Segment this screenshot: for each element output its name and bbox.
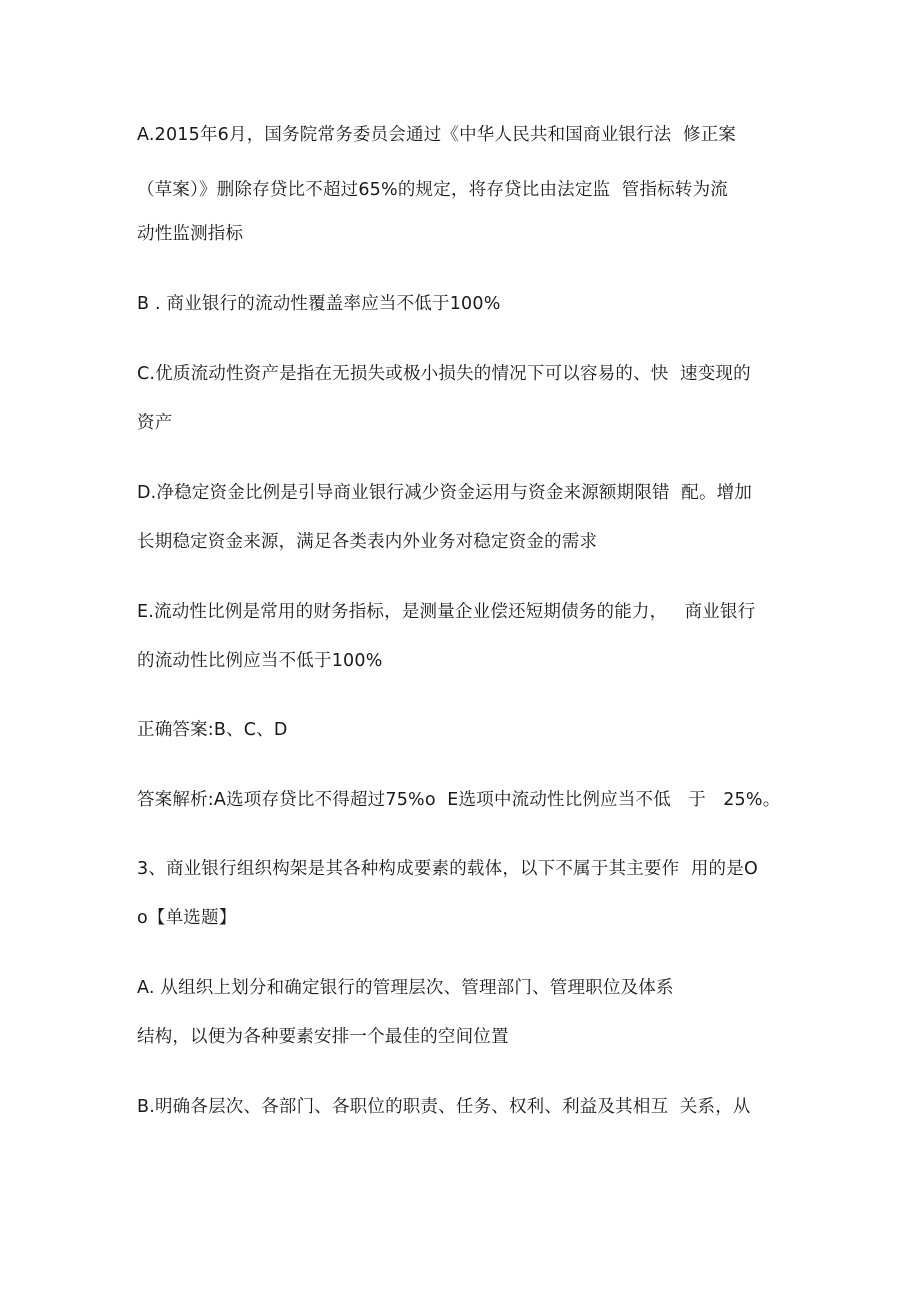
- q3-option-a-line-1: A. 从组织上划分和确定银行的管理层次、管理部门、管理职位及体系: [137, 978, 674, 998]
- option-c-line-1: C.优质流动性资产是指在无损失或极小损失的情况下可以容易的、快 速变现的: [137, 364, 751, 384]
- option-e-line-1: E.流动性比例是常用的财务指标，是测量企业偿还短期债务的能力， 商业银行: [137, 602, 756, 622]
- option-e-line-2: 的流动性比例应当不低于100%: [137, 651, 383, 671]
- answer-explanation: 答案解析:A选项存贷比不得超过75%o E选项中流动性比例应当不低 于 25%。: [137, 790, 781, 810]
- q3-option-a-line-2: 结构，以便为各种要素安排一个最佳的空间位置: [137, 1027, 509, 1047]
- option-d-line-1: D.净稳定资金比例是引导商业银行减少资金运用与资金来源额期限错 配。增加: [137, 483, 753, 503]
- q3-option-b-line-1: B.明确各层次、各部门、各职位的职责、任务、权利、利益及其相互 关系，从: [137, 1097, 751, 1117]
- correct-answer: 正确答案:B、C、D: [137, 720, 288, 740]
- option-a-line-3: 动性监测指标: [137, 224, 244, 244]
- option-d-line-2: 长期稳定资金来源，满足各类表内外业务对稳定资金的需求: [137, 532, 598, 552]
- option-a-line-1: A.2015年6月，国务院常务委员会通过《中华人民共和国商业银行法 修正案: [137, 125, 737, 145]
- option-a-line-2: （草案）》删除存贷比不超过65%的规定，将存贷比由法定监 管指标转为流: [137, 180, 728, 200]
- option-b-line: B . 商业银行的流动性覆盖率应当不低于100%: [137, 294, 501, 314]
- question-3-line-1: 3、商业银行组织构架是其各种构成要素的载体，以下不属于其主要作 用的是O: [137, 859, 758, 879]
- option-c-line-2: 资产: [137, 413, 173, 433]
- question-3-line-2: o【单选题】: [137, 908, 237, 928]
